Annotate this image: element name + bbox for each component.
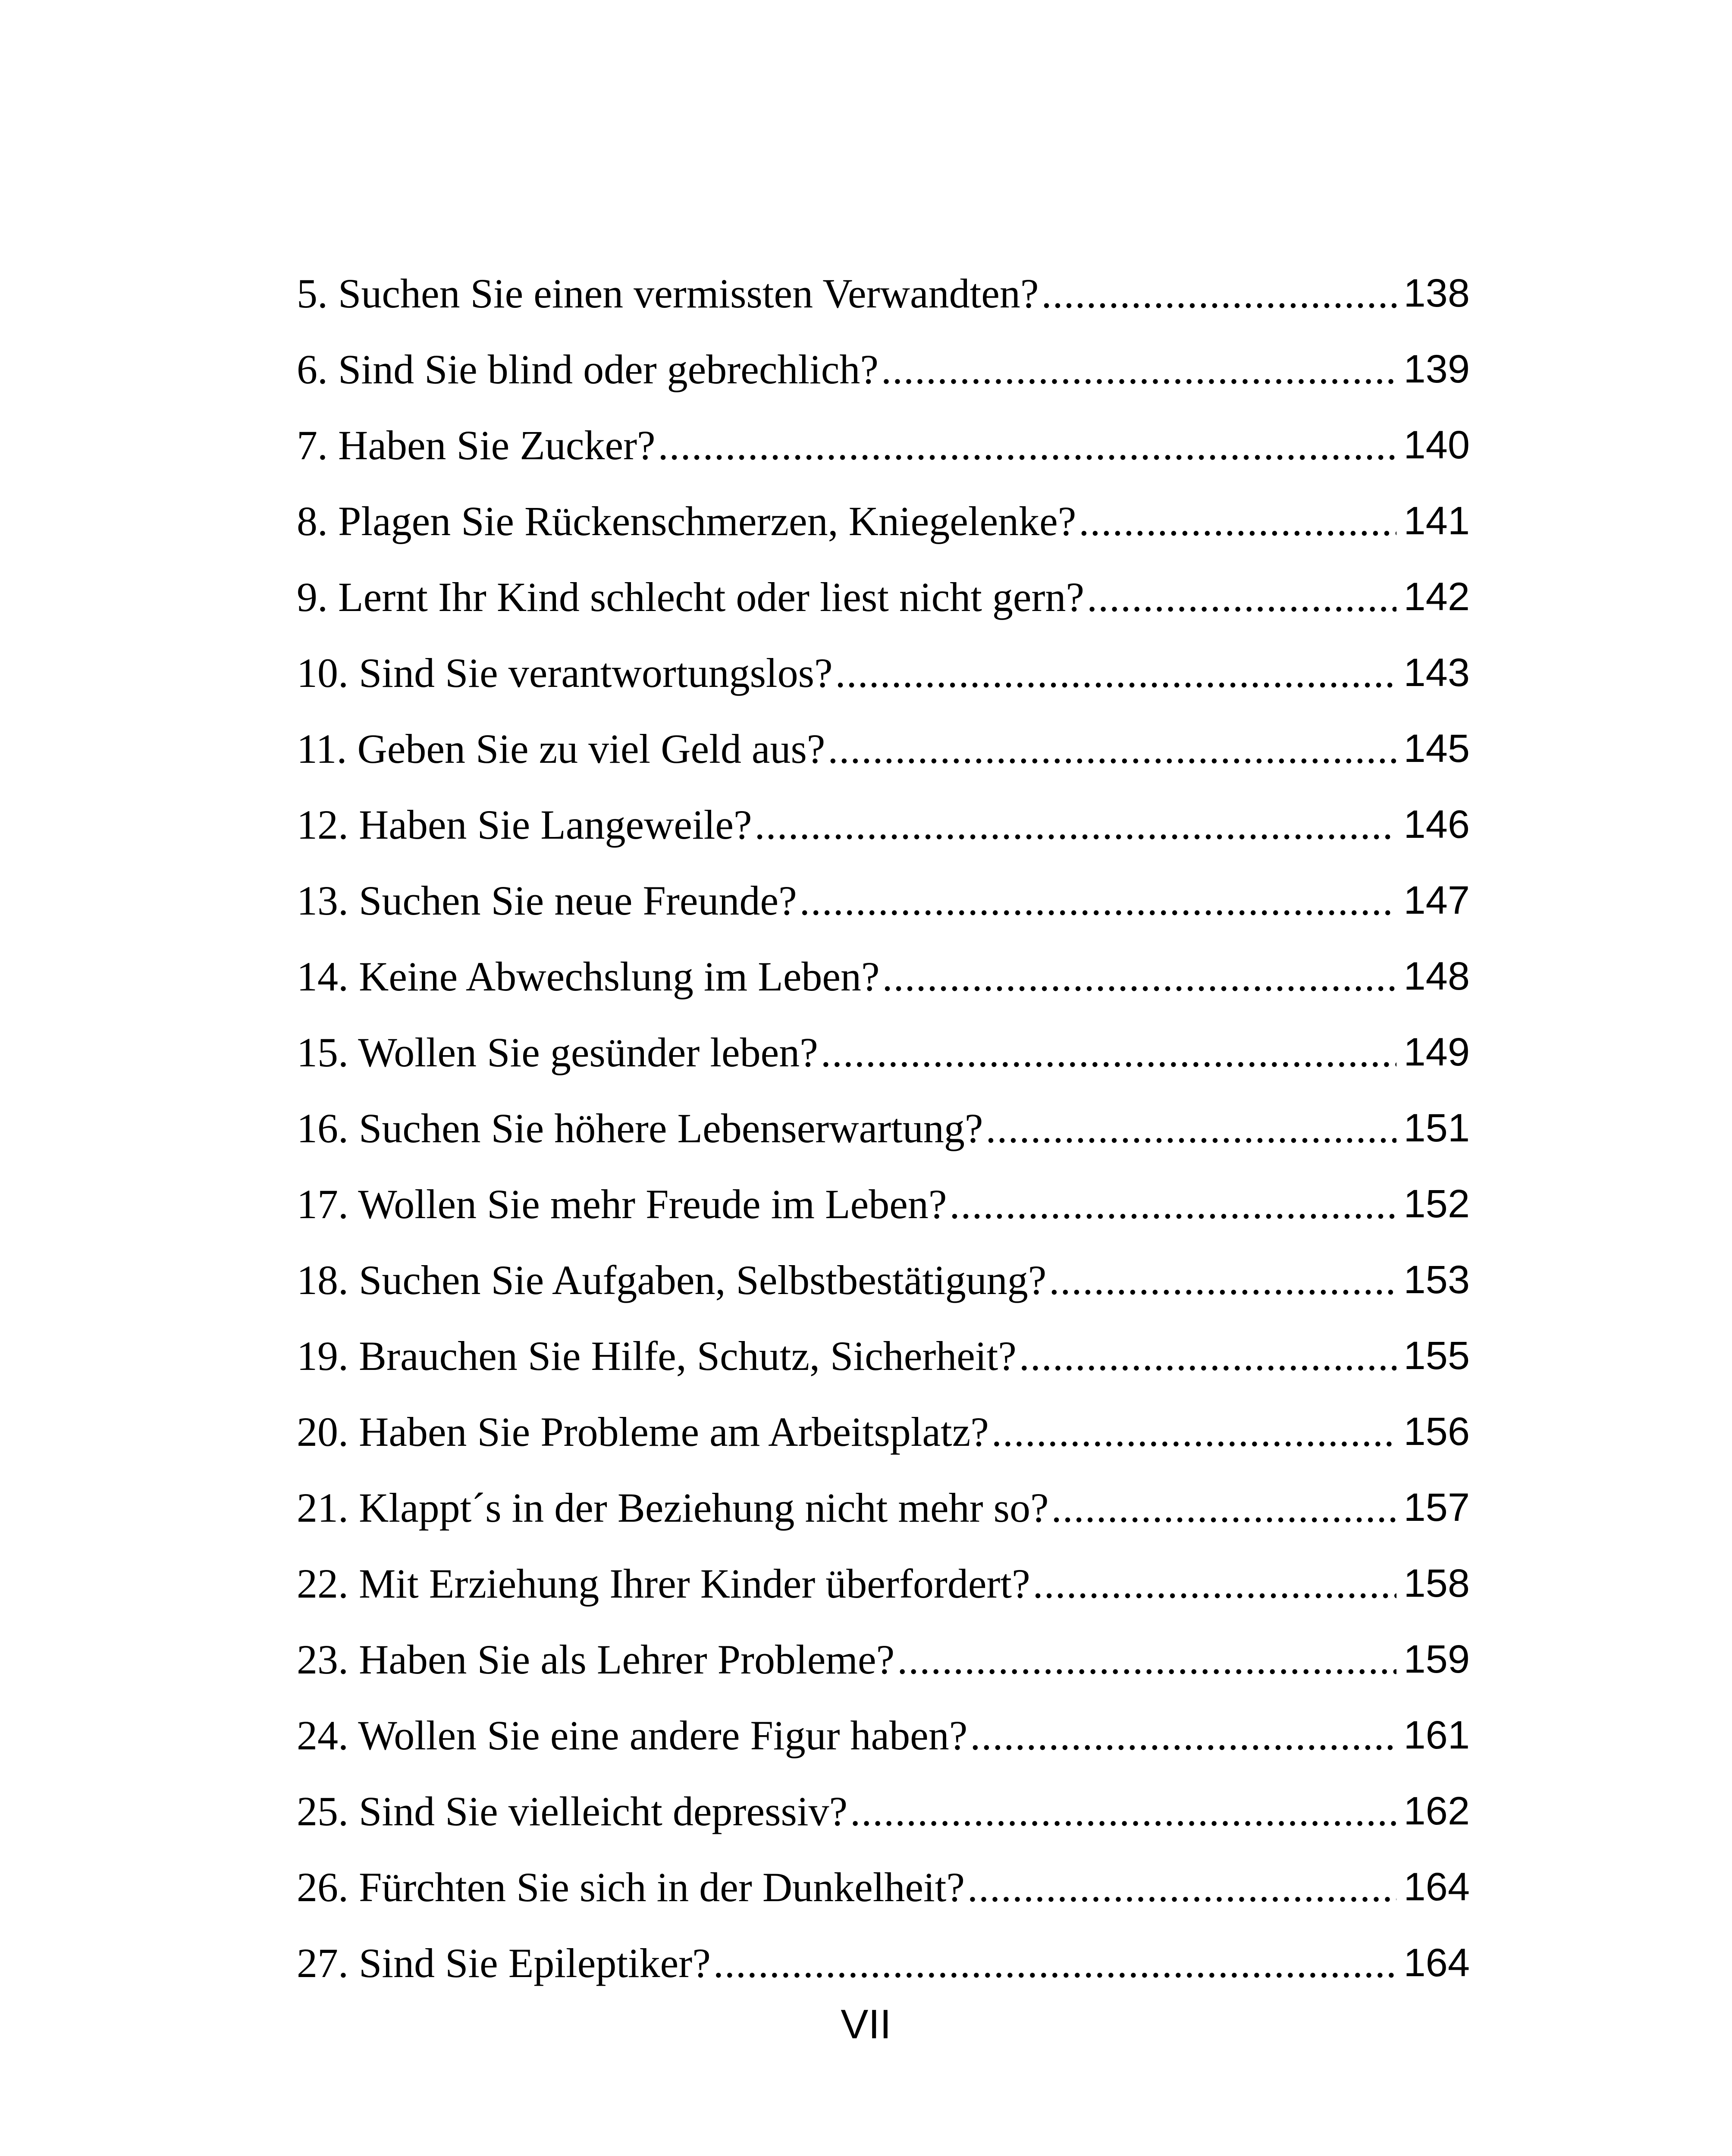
toc-entry (297, 787, 1470, 862)
toc-entry-title: 21. Klappt´s in der Beziehung nicht mehr so? (297, 1484, 1049, 1531)
toc-entry-title: 19. Brauchen Sie Hilfe, Schutz, Sicherheit? (297, 1332, 1017, 1379)
toc-entry (297, 559, 1470, 635)
toc-entry-page: 149 (1403, 1030, 1470, 1074)
toc-entry (297, 1166, 1470, 1242)
toc-entry-page: 143 (1403, 650, 1470, 695)
dot-leader (949, 1180, 1396, 1228)
dot-leader (1019, 1332, 1396, 1380)
toc-entry-page: 147 (1403, 878, 1470, 922)
toc-entry-page: 153 (1403, 1257, 1470, 1302)
toc-entry-page: 142 (1403, 574, 1470, 619)
toc-entry-title: 18. Suchen Sie Aufgaben, Selbstbestätigung? (297, 1257, 1047, 1303)
toc-entry-title: 7. Haben Sie Zucker? (297, 422, 656, 468)
toc-entry-page: 158 (1403, 1561, 1470, 1605)
toc-entry-page: 164 (1403, 1865, 1470, 1909)
dot-leader (881, 345, 1396, 393)
toc-entry-page: 145 (1403, 726, 1470, 771)
dot-leader (755, 801, 1396, 849)
toc-entry-page: 152 (1403, 1181, 1470, 1226)
toc-entry (297, 255, 1470, 331)
toc-entry-title: 6. Sind Sie blind oder gebrechlich? (297, 346, 879, 392)
toc-entry (297, 1318, 1470, 1394)
toc-entry-page: 162 (1403, 1789, 1470, 1833)
toc-entry-title: 27. Sind Sie Epileptiker? (297, 1940, 711, 1986)
dot-leader (821, 1028, 1396, 1076)
dot-leader (658, 421, 1396, 469)
toc-entry-page: 161 (1403, 1713, 1470, 1757)
toc-entry (297, 938, 1470, 1014)
toc-entry-title: 11. Geben Sie zu viel Geld aus? (297, 725, 825, 772)
toc-entry (297, 1394, 1470, 1470)
toc-entry-page: 141 (1403, 498, 1470, 543)
toc-entry-title: 23. Haben Sie als Lehrer Probleme? (297, 1636, 895, 1683)
dot-leader (1051, 1484, 1396, 1532)
page-number: VII (841, 2001, 891, 2047)
toc-entry-page: 138 (1403, 271, 1470, 315)
toc-entry-title: 26. Fürchten Sie sich in der Dunkelheit? (297, 1864, 965, 1910)
toc-entry (297, 1621, 1470, 1697)
toc-entry-title: 14. Keine Abwechslung im Leben? (297, 953, 880, 1000)
table-of-contents (297, 255, 1470, 2001)
toc-entry-page: 139 (1403, 347, 1470, 391)
toc-entry (297, 1849, 1470, 1925)
dot-leader (1079, 497, 1396, 545)
toc-entry-page: 151 (1403, 1106, 1470, 1150)
toc-entry-page: 148 (1403, 954, 1470, 998)
toc-entry-page: 146 (1403, 802, 1470, 846)
dot-leader (992, 1408, 1396, 1456)
dot-leader (850, 1787, 1396, 1835)
toc-entry (297, 1470, 1470, 1545)
toc-entry-title: 22. Mit Erziehung Ihrer Kinder überfordert? (297, 1560, 1030, 1607)
dot-leader (828, 725, 1396, 773)
toc-entry-title: 24. Wollen Sie eine andere Figur haben? (297, 1712, 968, 1758)
dot-leader (1087, 573, 1396, 621)
dot-leader (1033, 1560, 1396, 1608)
toc-entry (297, 1773, 1470, 1849)
toc-entry (297, 1014, 1470, 1090)
dot-leader (985, 1104, 1396, 1152)
toc-entry-title: 20. Haben Sie Probleme am Arbeitsplatz? (297, 1408, 989, 1455)
toc-entry (297, 711, 1470, 787)
toc-entry-title: 12. Haben Sie Langeweile? (297, 801, 752, 848)
dot-leader (713, 1939, 1396, 1987)
toc-entry-title: 15. Wollen Sie gesünder leben? (297, 1029, 818, 1075)
dot-leader (1041, 270, 1396, 317)
toc-entry (297, 635, 1470, 711)
toc-entry-page: 140 (1403, 423, 1470, 467)
toc-entry-title: 10. Sind Sie verantwortungslos? (297, 649, 833, 696)
toc-entry-page: 157 (1403, 1485, 1470, 1529)
dot-leader (970, 1711, 1396, 1759)
toc-entry-page: 156 (1403, 1409, 1470, 1454)
toc-entry (297, 331, 1470, 407)
dot-leader (967, 1863, 1396, 1911)
toc-entry (297, 1242, 1470, 1318)
toc-entry (297, 483, 1470, 559)
toc-entry-page: 155 (1403, 1333, 1470, 1378)
toc-entry-title: 16. Suchen Sie höhere Lebenserwartung? (297, 1105, 983, 1151)
toc-entry (297, 1545, 1470, 1621)
toc-entry-page: 159 (1403, 1637, 1470, 1681)
toc-entry (297, 1090, 1470, 1166)
dot-leader (882, 953, 1396, 1000)
toc-entry-title: 25. Sind Sie vielleicht depressiv? (297, 1788, 848, 1834)
toc-entry-page: 164 (1403, 1940, 1470, 1985)
toc-entry-title: 9. Lernt Ihr Kind schlecht oder liest nicht gern? (297, 573, 1085, 620)
dot-leader (1049, 1256, 1396, 1304)
toc-entry (297, 1697, 1470, 1773)
toc-entry (297, 862, 1470, 938)
dot-leader (800, 877, 1396, 924)
toc-entry-title: 8. Plagen Sie Rückenschmerzen, Kniegelenke? (297, 498, 1076, 544)
toc-entry-title: 13. Suchen Sie neue Freunde? (297, 877, 797, 924)
toc-entry-title: 5. Suchen Sie einen vermissten Verwandten? (297, 270, 1039, 317)
dot-leader (835, 649, 1396, 697)
toc-entry (297, 1925, 1470, 2001)
toc-entry (297, 407, 1470, 483)
toc-entry-title: 17. Wollen Sie mehr Freude im Leben? (297, 1181, 947, 1227)
dot-leader (897, 1636, 1396, 1683)
